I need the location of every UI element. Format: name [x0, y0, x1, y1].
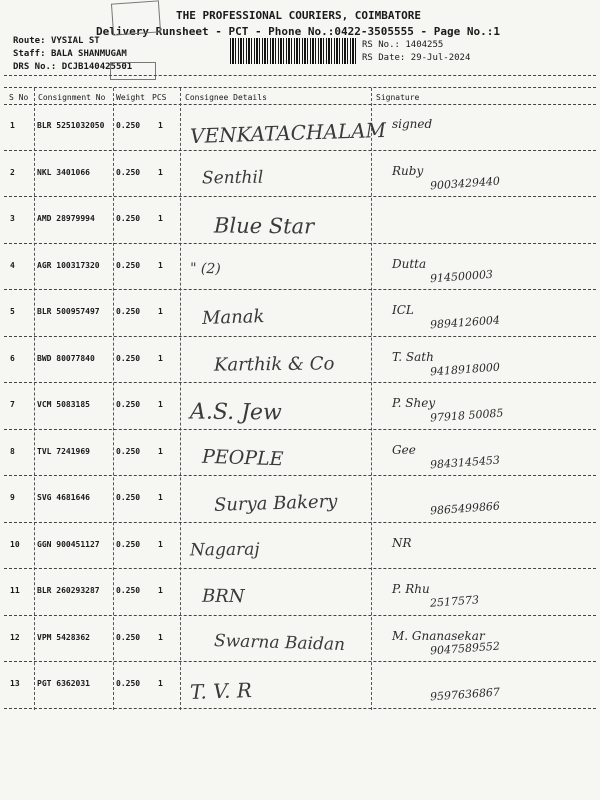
barcode-image	[230, 38, 356, 64]
row-consignment-number: AGR 100317320	[37, 260, 100, 270]
row-consignee-handwriting: " (2)	[189, 260, 221, 277]
row-consignee-handwriting: A.S. Jew	[189, 399, 282, 426]
row-signature: Ruby	[392, 163, 424, 178]
row-signature: P. Rhu	[392, 582, 430, 596]
row-mobile-number: 9047589552	[429, 639, 501, 657]
row-consignee-handwriting: Manak	[201, 306, 265, 329]
drs-value: DCJB140425501	[61, 62, 133, 72]
row-consignment-number: VPM 5428362	[37, 632, 90, 642]
column-header-consignment: Consignment No	[38, 93, 106, 102]
row-weight: 0.250	[116, 214, 141, 223]
divider	[4, 75, 596, 76]
row-consignment-number: BLR 260293287	[37, 586, 100, 595]
row-signature: Dutta	[392, 256, 427, 271]
column-header-consignee: Consignee Details	[185, 93, 267, 102]
column-divider	[34, 88, 35, 710]
row-mobile-number: 9894126004	[429, 313, 501, 332]
row-weight: 0.250	[116, 679, 141, 688]
row-divider	[4, 568, 596, 569]
divider	[4, 104, 596, 105]
row-sno: 11	[10, 586, 20, 595]
row-consignment-number: GGN 900451127	[37, 539, 100, 549]
row-consignee-handwriting: T. V. R	[189, 678, 253, 704]
row-mobile-number: 9003429440	[429, 174, 501, 192]
route-value: VYSIAL ST	[50, 36, 100, 46]
row-pcs: 1	[158, 167, 163, 177]
row-mobile-number: 97918 50085	[429, 406, 504, 425]
row-divider	[4, 522, 596, 523]
row-sno: 13	[10, 679, 20, 688]
row-divider	[4, 615, 596, 616]
row-consignee-handwriting: Senthil	[201, 167, 264, 188]
row-consignment-number: TVL 7241969	[37, 446, 90, 456]
row-pcs: 1	[158, 493, 163, 502]
rs-no-label: RS No.:	[362, 40, 400, 50]
rubber-stamp	[111, 0, 161, 35]
row-consignment-number: AMD 28979994	[37, 214, 95, 223]
row-sno: 3	[10, 214, 15, 223]
row-pcs: 1	[158, 214, 163, 223]
staff-label: Staff:	[13, 49, 46, 59]
row-sno: 8	[10, 446, 15, 456]
column-divider	[180, 88, 181, 710]
row-signature: ICL	[392, 303, 414, 317]
row-weight: 0.250	[116, 539, 141, 549]
row-weight: 0.250	[116, 353, 141, 363]
row-divider	[4, 708, 596, 709]
row-pcs: 1	[158, 586, 163, 595]
column-header-sno: S No	[9, 93, 29, 102]
route-label: Route:	[13, 36, 46, 46]
route-line	[13, 36, 100, 46]
row-signature: Gee	[392, 442, 416, 457]
row-sno: 9	[10, 493, 15, 502]
row-consignment-number: SVG 4681646	[37, 493, 90, 502]
column-header-signature: Signature	[376, 93, 420, 102]
row-weight: 0.250	[116, 307, 141, 316]
row-weight: 0.250	[116, 586, 141, 595]
row-divider	[4, 382, 596, 383]
staff-line	[13, 49, 127, 59]
row-divider	[4, 661, 596, 662]
rs-date-label: RS Date:	[362, 53, 406, 63]
row-consignee-handwriting: VENKATACHALAM	[189, 117, 387, 149]
row-pcs: 1	[158, 353, 163, 363]
column-divider	[371, 88, 372, 710]
row-consignee-handwriting: PEOPLE	[201, 445, 284, 470]
row-pcs: 1	[158, 539, 163, 549]
row-pcs: 1	[158, 260, 163, 270]
row-divider	[4, 475, 596, 476]
row-pcs: 1	[158, 679, 163, 688]
column-header-pcs: PCS	[152, 93, 167, 102]
row-sno: 5	[10, 307, 15, 316]
row-mobile-number: 9597636867	[429, 685, 501, 704]
row-pcs: 1	[158, 400, 163, 409]
row-consignee-handwriting: Nagaraj	[189, 539, 260, 560]
row-signature: signed	[392, 117, 433, 131]
row-divider	[4, 289, 596, 290]
row-weight: 0.250	[116, 400, 141, 409]
row-sno: 10	[10, 539, 20, 549]
row-weight: 0.250	[116, 121, 141, 130]
row-sno: 12	[10, 632, 20, 642]
row-consignee-handwriting: Surya Bakery	[213, 491, 338, 516]
row-consignee-handwriting: Blue Star	[213, 213, 315, 239]
row-sno: 1	[10, 121, 15, 130]
row-signature: P. Shey	[392, 396, 436, 410]
row-sno: 2	[10, 167, 15, 177]
divider	[4, 87, 596, 88]
row-mobile-number: 914500003	[429, 267, 494, 285]
document-subtitle: Delivery Runsheet - PCT - Phone No.:0422-3505555 - Page No.:1	[96, 25, 500, 38]
row-pcs: 1	[158, 121, 163, 130]
row-mobile-number: 2517573	[429, 593, 480, 610]
row-consignee-handwriting: BRN	[201, 585, 245, 608]
row-pcs: 1	[158, 632, 163, 642]
rs-date-value: 29-Jul-2024	[410, 53, 471, 63]
row-consignment-number: PGT 6362031	[37, 679, 90, 688]
row-divider	[4, 196, 596, 197]
rs-no-value: 1404255	[405, 40, 444, 50]
row-pcs: 1	[158, 446, 163, 456]
row-weight: 0.250	[116, 446, 141, 456]
row-divider	[4, 429, 596, 430]
row-sno: 4	[10, 260, 15, 270]
rubber-stamp	[110, 62, 156, 80]
column-divider	[113, 88, 114, 710]
row-mobile-number: 9843145453	[429, 453, 501, 471]
row-signature: NR	[392, 535, 412, 550]
row-weight: 0.250	[116, 632, 141, 642]
row-weight: 0.250	[116, 167, 141, 177]
row-consignment-number: NKL 3401066	[37, 167, 90, 177]
row-consignment-number: BLR 500957497	[37, 307, 100, 316]
row-signature: T. Sath	[392, 349, 434, 364]
row-consignee-handwriting: Swarna Baidan	[213, 630, 346, 655]
row-pcs: 1	[158, 307, 163, 316]
drs-label: DRS No.:	[13, 62, 57, 72]
column-header-weight: Weight	[116, 93, 145, 102]
staff-value: BALA SHANMUGAM	[50, 49, 127, 59]
rs-no-line	[362, 40, 443, 50]
row-sno: 6	[10, 353, 15, 363]
row-sno: 7	[10, 400, 15, 409]
row-consignee-handwriting: Karthik & Co	[213, 352, 335, 376]
row-consignment-number: BWD 80077840	[37, 353, 95, 363]
row-mobile-number: 9418918000	[429, 360, 501, 378]
row-divider	[4, 336, 596, 337]
row-consignment-number: VCM 5083185	[37, 400, 90, 409]
row-mobile-number: 9865499866	[429, 499, 501, 518]
row-weight: 0.250	[116, 493, 141, 502]
row-divider	[4, 150, 596, 151]
document-title: THE PROFESSIONAL COURIERS, COIMBATORE	[176, 9, 422, 22]
row-consignment-number: BLR 5251032050	[37, 121, 105, 130]
row-divider	[4, 243, 596, 244]
row-signature: M. Gnanasekar	[392, 628, 485, 643]
row-weight: 0.250	[116, 260, 141, 270]
rs-date-line	[362, 53, 470, 63]
